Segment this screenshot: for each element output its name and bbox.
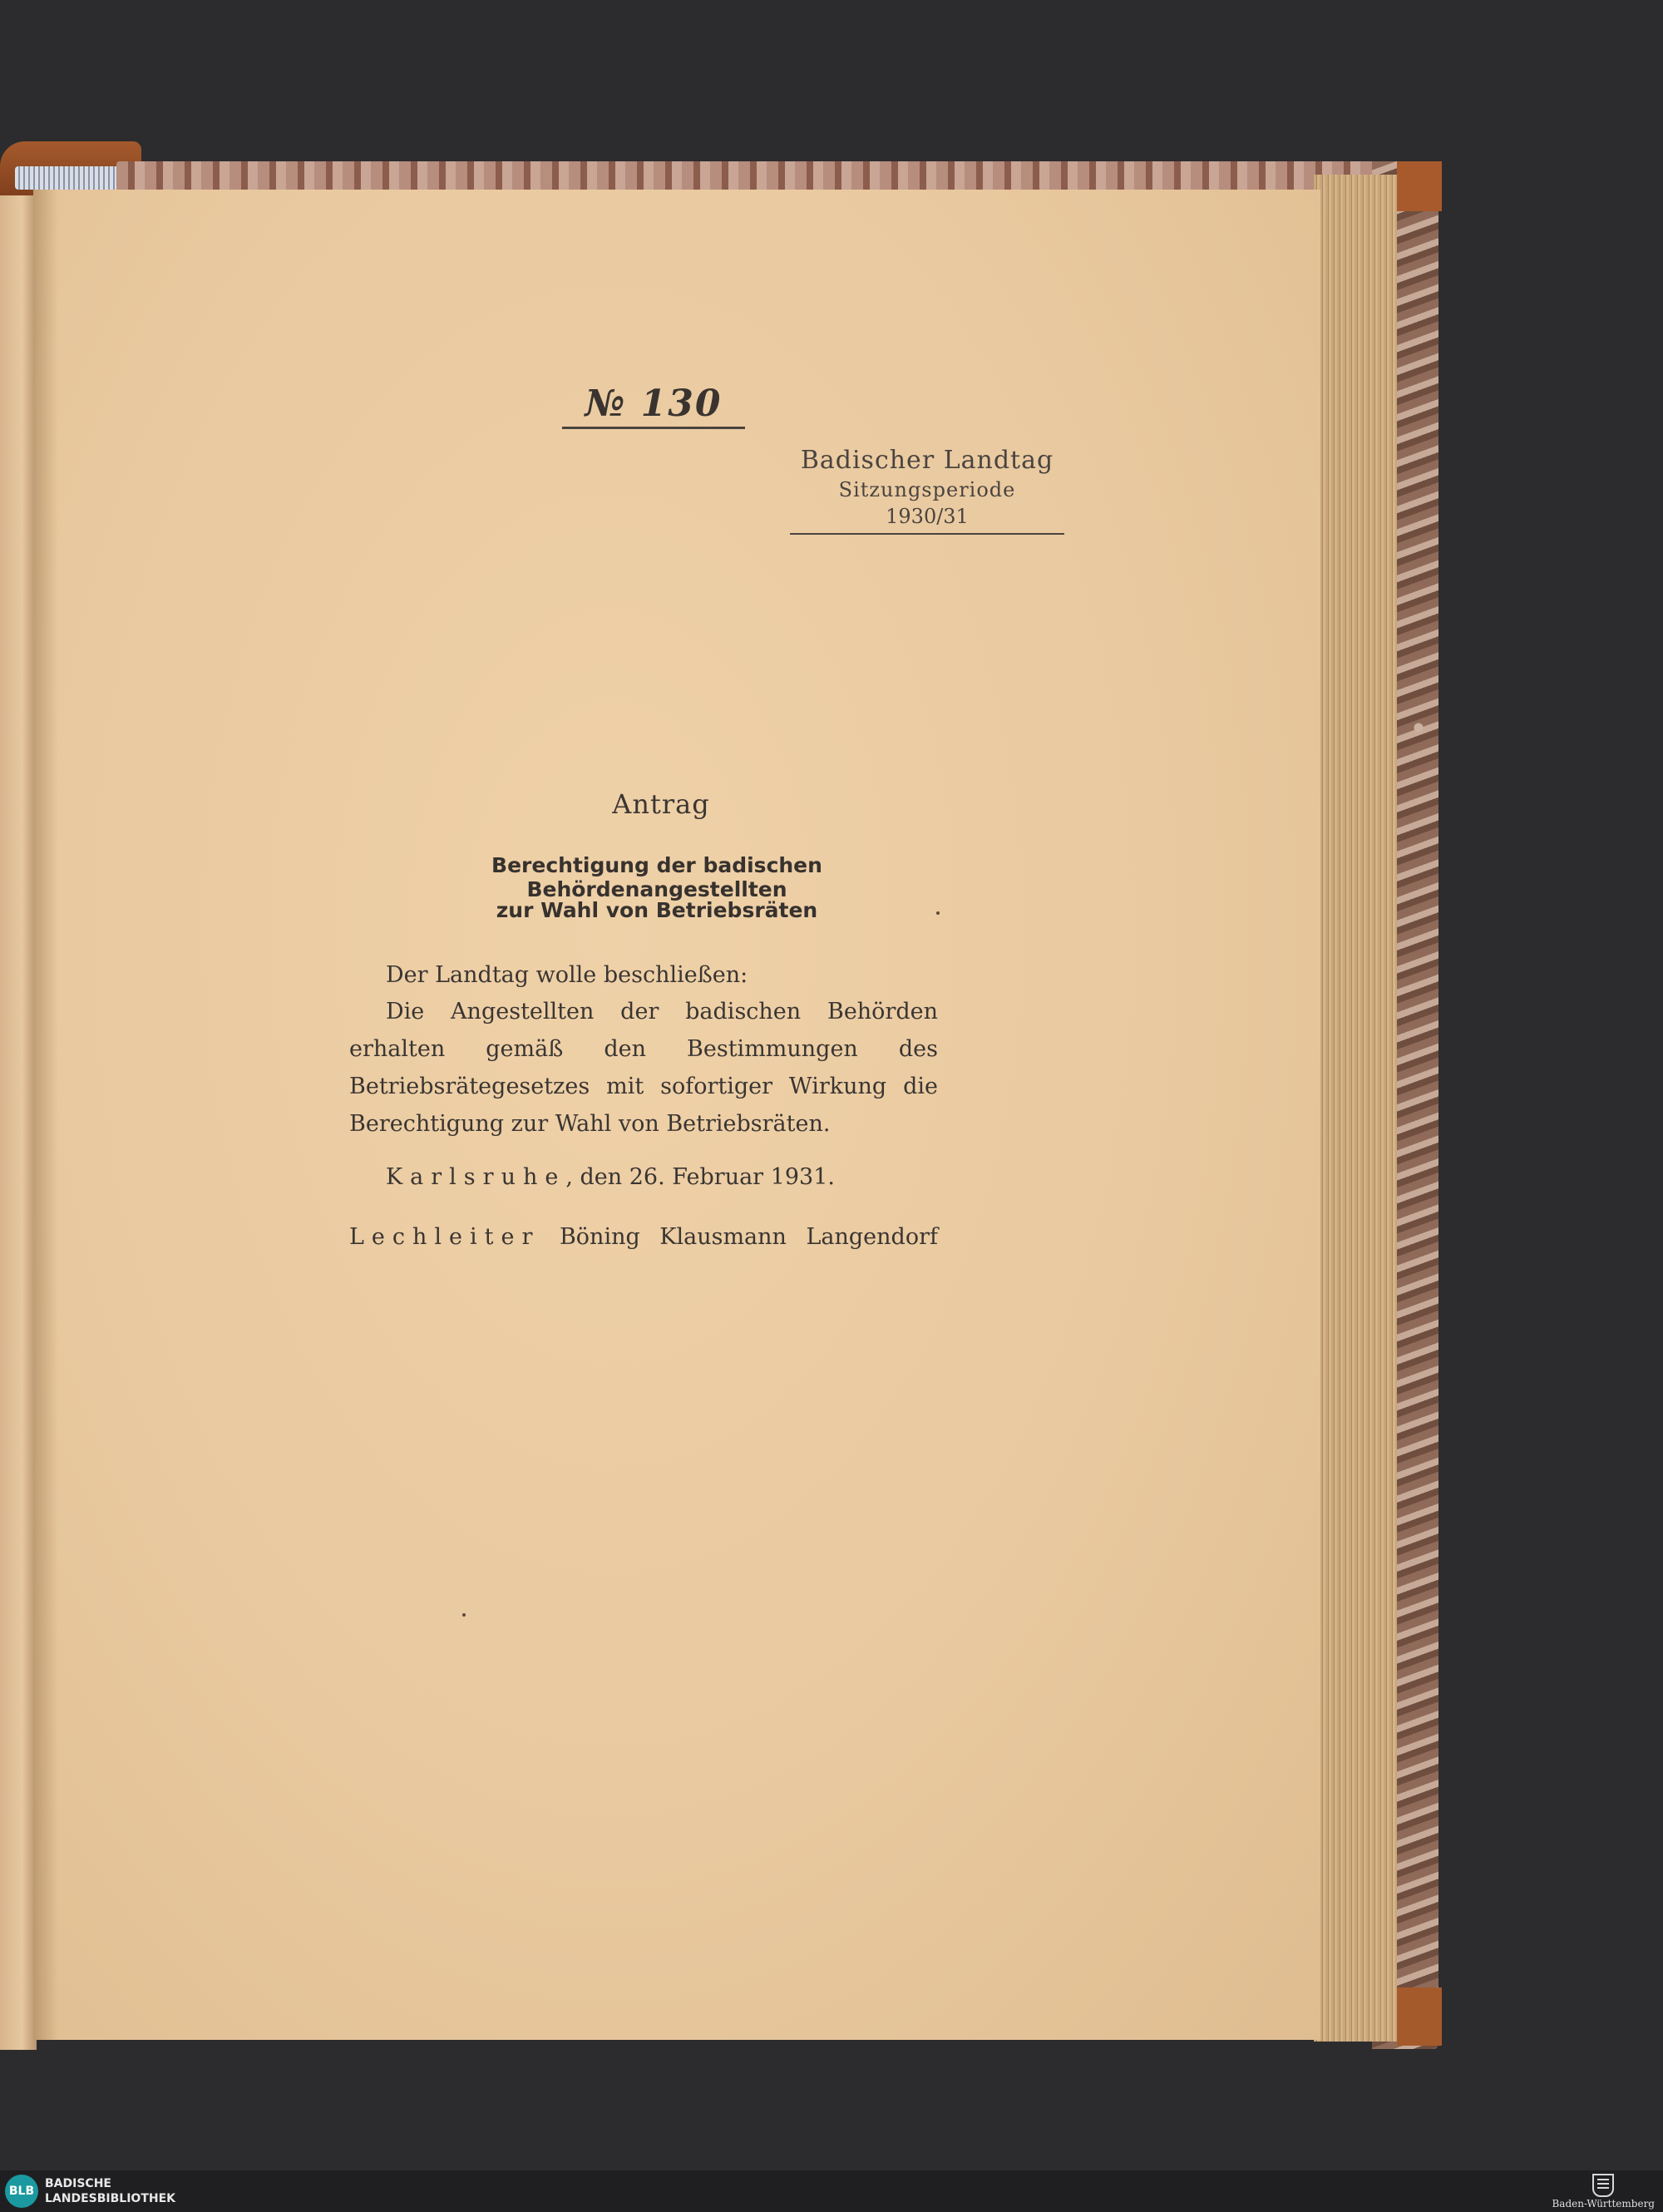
page-gutter-shadow [33, 190, 58, 2040]
page-stack-edge [1314, 175, 1397, 2042]
bw-logo[interactable] [1552, 2174, 1655, 2210]
parliament-stamp [790, 446, 1064, 535]
blb-badge-icon: BLB [5, 2175, 38, 2208]
state-label: Baden-Württemberg [1552, 2197, 1655, 2210]
date-text: , den 26. Februar 1931. [565, 1164, 835, 1190]
paper-speck [462, 1613, 466, 1617]
document-page [33, 190, 1320, 2040]
document-subtitle-line-2: zur Wahl von Betriebsräten [496, 898, 818, 922]
blb-logo[interactable] [5, 2175, 175, 2208]
library-name [45, 2176, 175, 2206]
document-title: Antrag [612, 788, 710, 820]
place-name: Karlsruhe [386, 1164, 566, 1190]
document-number: № 130 [562, 383, 745, 429]
stamp-line-1: Badischer Landtag [800, 446, 1054, 475]
signer-name: Böning [559, 1224, 640, 1250]
motion-intro: Der Landtag wolle beschließen: [386, 962, 748, 988]
place-and-date [386, 1164, 835, 1190]
library-name-line-2: LANDESBIBLIOTHEK [45, 2192, 176, 2205]
book-top-edge [116, 161, 1380, 191]
book-scan [0, 141, 1447, 2054]
cover-corner-bottom [1397, 1987, 1442, 2046]
stamp-line-3: 1930/31 [886, 505, 969, 528]
paper-speck [936, 911, 940, 915]
viewer-footer [0, 2170, 1663, 2212]
library-name-line-1: BADISCHE [45, 2177, 111, 2190]
signer-name: Klausmann [659, 1224, 787, 1250]
left-page-edge [0, 195, 37, 2050]
cover-corner-top [1397, 161, 1442, 211]
motion-body: Die Angestellten der badischen Behörden erhalten gemäß den Bestimmungen des Betriebsrätegesetzes mit sofortiger Wirkung die Berechtigung zur Wahl von Betriebsräten. [349, 999, 938, 1137]
bookmark-ribbon [15, 166, 123, 190]
signer-name: Langendorf [806, 1224, 938, 1250]
stamp-line-2: Sitzungsperiode [838, 478, 1016, 501]
signer-name: Lechleiter [349, 1224, 540, 1250]
document-subtitle-line-1: Berechtigung der badischen Behördenangestellten [491, 853, 822, 901]
coat-of-arms-icon [1592, 2174, 1614, 2197]
signatories [349, 1224, 938, 1250]
